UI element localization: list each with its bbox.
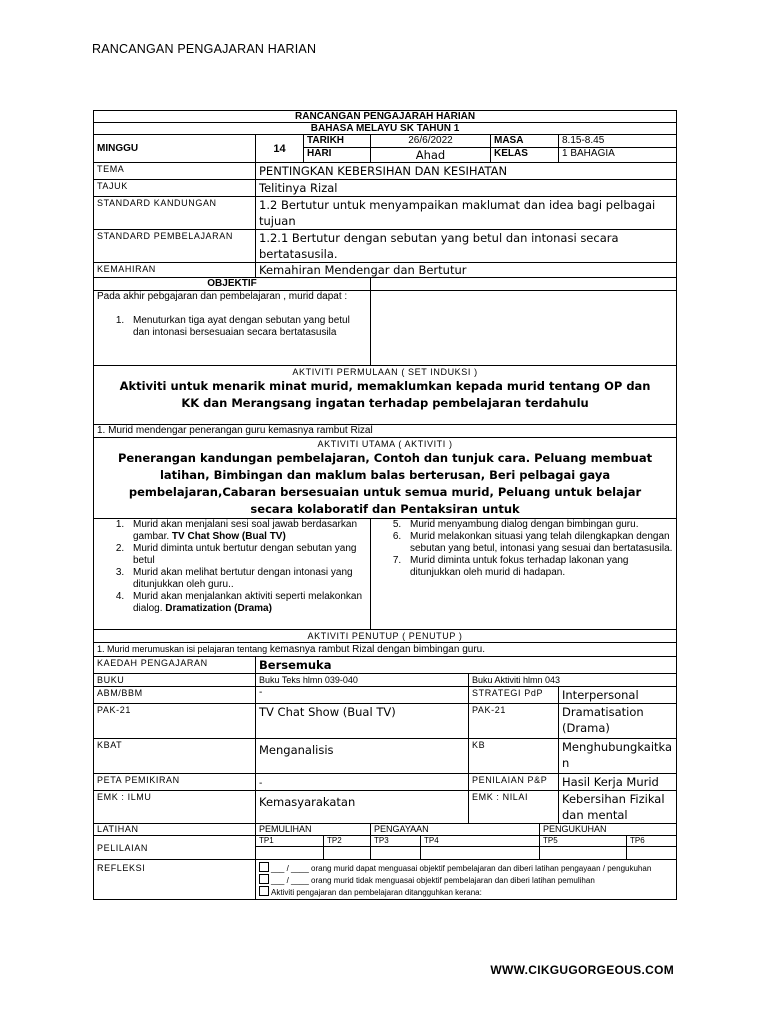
emk-ilmu-value: Kemasyarakatan <box>256 791 469 824</box>
utama-section <box>94 438 677 519</box>
permulaan-item: 1. Murid mendengar penerangan guru kemasnya rambut Rizal <box>94 425 677 438</box>
tp5-box <box>540 847 627 860</box>
latihan-label: LATIHAN <box>94 824 256 836</box>
emk-ilmu-label: EMK : ILMU <box>94 791 256 824</box>
permulaan-label: AKTIVITI PERMULAAN ( SET INDUKSI ) <box>292 367 478 377</box>
minggu-label: MINGGU <box>94 135 256 163</box>
refleksi-label: REFLEKSI <box>94 860 256 900</box>
refleksi-line: Aktiviti pengajaran dan pembelajaran ditangguhkan kerana: <box>259 886 673 898</box>
tarikh-label: TARIKH <box>304 135 371 148</box>
objektif-empty <box>371 291 677 366</box>
objektif-header-empty <box>371 278 677 291</box>
refleksi-cell <box>256 860 677 900</box>
tp1-box <box>256 847 324 860</box>
penilaian-value: Hasil Kerja Murid <box>559 774 677 791</box>
penutup-prefix: 1. Murid merumuskan isi pelajaran tentang <box>97 644 268 654</box>
objektif-label: OBJEKTIF <box>94 278 371 291</box>
peta-value: - <box>256 774 469 791</box>
page-footer-website[interactable]: WWW.CIKGUGORGEOUS.COM <box>490 963 674 977</box>
kb-value: Menghubungkaitkan <box>559 739 677 774</box>
utama-right-list <box>374 519 673 579</box>
doc-title: RANCANGAN PENGAJARAH HARIAN <box>94 111 677 123</box>
peta-label: PETA PEMIKIRAN <box>94 774 256 791</box>
kbat-label: KBAT <box>94 739 256 774</box>
tema-label: TEMA <box>94 163 256 180</box>
tp5: TP5 <box>540 836 627 847</box>
permulaan-text: Aktiviti untuk menarik minat murid, memaklumkan kepada murid tentang OP dan KK dan Merangsang ingatan terhadap pembelajaran terdahulu <box>119 379 651 410</box>
kelas-label: KELAS <box>491 148 559 163</box>
tp6: TP6 <box>627 836 677 847</box>
utama-text: Penerangan kandungan pembelajaran, Contoh dan tunjuk cara. Peluang membuat latihan, Bimbingan dan maklum balas berterusan, Beri pelbagai gaya pembelajaran,Cabaran bersesuaian untuk semua murid, Peluang untuk belajar secara kolaboratif dan Pentaksiran untuk <box>117 451 653 516</box>
lesson-plan <box>93 110 676 900</box>
checkbox-icon[interactable] <box>259 886 269 896</box>
checkbox-icon[interactable] <box>259 874 269 884</box>
lesson-plan-table <box>93 110 677 900</box>
kelas-value: 1 BAHAGIA <box>559 148 677 163</box>
standard-pembelajaran-label: STANDARD PEMBELAJARAN <box>94 230 256 263</box>
objektif-cell <box>94 291 371 366</box>
pak21-label: PAK-21 <box>94 704 256 739</box>
tajuk-value: Telitinya Rizal <box>256 180 677 197</box>
utama-left-item: 1. Murid akan menjalani sesi soal jawab berdasarkan gambar. TV Chat Show (Bual TV) <box>127 519 367 543</box>
tema-value: PENTINGKAN KEBERSIHAN DAN KESIHATAN <box>256 163 677 180</box>
pak21-tv-chat: TV Chat Show (Bual TV) <box>171 531 286 542</box>
pak21-value: TV Chat Show (Bual TV) <box>256 704 469 739</box>
pak21-value-2: Dramatisation (Drama) <box>559 704 677 739</box>
utama-left-item: 4. Murid akan menjalankan aktiviti seperti melakonkan dialog. Dramatization (Drama) <box>127 591 367 615</box>
strategi-label: STRATEGI PdP <box>469 687 559 704</box>
pak21-label-2: PAK-21 <box>469 704 559 739</box>
page-header: RANCANGAN PENGAJARAN HARIAN <box>92 42 317 56</box>
objektif-intro: Pada akhir pebgajaran dan pembelajaran , murid dapat : <box>97 291 348 302</box>
kb-label: KB <box>469 739 559 774</box>
kaedah-label: KAEDAH PENGAJARAN <box>94 657 256 674</box>
pelilaian-label: PELILAIAN <box>94 836 256 860</box>
doc-subtitle: BAHASA MELAYU SK TAHUN 1 <box>94 123 677 135</box>
permulaan-section <box>94 366 677 425</box>
objektif-list <box>97 315 367 339</box>
penutup-item <box>94 643 677 657</box>
utama-right-item: 6. Murid melakonkan situasi yang telah dilengkapkan dengan sebutan yang betul, intonasi yang sesuai dan bertatasusila. <box>404 531 673 555</box>
penilaian-label: PENILAIAN P&P <box>469 774 559 791</box>
tp4-box <box>421 847 540 860</box>
utama-right-item: 5. Murid menyambung dialog dengan bimbingan guru. <box>404 519 673 531</box>
penutup-text: kemasnya rambut Rizal dengan bimbingan guru. <box>267 644 485 655</box>
kemahiran-label: KEMAHIRAN <box>94 263 256 278</box>
masa-value: 8.15-8.45 <box>559 135 677 148</box>
buku-label: BUKU <box>94 674 256 687</box>
kemahiran-value: Kemahiran Mendengar dan Bertutur <box>256 263 677 278</box>
kbat-value: Menganalisis <box>256 739 469 774</box>
tajuk-label: TAJUK <box>94 180 256 197</box>
utama-right-cell <box>371 519 677 630</box>
kaedah-value: Bersemuka <box>256 657 677 674</box>
strategi-value: Interpersonal <box>559 687 677 704</box>
standard-kandungan-label: STANDARD KANDUNGAN <box>94 197 256 230</box>
abm-label: ABM/BBM <box>94 687 256 704</box>
utama-left-cell <box>94 519 371 630</box>
pengayaan-header: PENGAYAAN <box>371 824 540 836</box>
emk-nilai-label: EMK : NILAI <box>469 791 559 824</box>
minggu-value: 14 <box>256 135 304 163</box>
masa-label: MASA <box>491 135 559 148</box>
utama-left-item: 3. Murid akan melihat bertutur dengan intonasi yang ditunjukkan oleh guru.. <box>127 567 367 591</box>
tp1: TP1 <box>256 836 324 847</box>
buku-aktiviti: Buku Aktiviti hlmn 043 <box>469 674 677 687</box>
pemulihan-header: PEMULIHAN <box>256 824 371 836</box>
utama-left-list <box>97 519 367 615</box>
abm-value: - <box>256 687 469 704</box>
buku-teks: Buku Teks hlmn 039-040 <box>256 674 469 687</box>
utama-right-item: 7. Murid diminta untuk fokus terhadap lakonan yang ditunjukkan oleh murid di hadapan. <box>404 555 673 579</box>
refleksi-line: ___ / ____ orang murid dapat menguasai objektif pembelajaran dan diberi latihan pengayaan / pengukuhan <box>259 862 673 874</box>
pengukuhan-header: PENGUKUHAN <box>540 824 677 836</box>
tp4: TP4 <box>421 836 540 847</box>
objektif-item: 1. Menuturkan tiga ayat dengan sebutan yang betul dan intonasi bersesuaian secara bertatasusila <box>127 315 367 339</box>
utama-left-item: 2. Murid diminta untuk bertutur dengan sebutan yang betul <box>127 543 367 567</box>
tp6-box <box>627 847 677 860</box>
tp2: TP2 <box>324 836 371 847</box>
tp3-box <box>371 847 421 860</box>
standard-kandungan-value: 1.2 Bertutur untuk menyampaikan maklumat dan idea bagi pelbagai tujuan <box>256 197 677 230</box>
utama-label: AKTIVITI UTAMA ( AKTIVITI ) <box>317 439 453 449</box>
hari-value: Ahad <box>371 148 491 163</box>
emk-nilai-value: Kebersihan Fizikal dan mental <box>559 791 677 824</box>
penutup-label: AKTIVITI PENUTUP ( PENUTUP ) <box>94 630 677 643</box>
refleksi-line: ___ / ____ orang murid tidak menguasai objektif pembelajaran dan diberi latihan pemulihan <box>259 874 673 886</box>
standard-pembelajaran-value: 1.2.1 Bertutur dengan sebutan yang betul dan intonasi secara bertatasusila. <box>256 230 677 263</box>
tp3: TP3 <box>371 836 421 847</box>
checkbox-icon[interactable] <box>259 862 269 872</box>
tp2-box <box>324 847 371 860</box>
hari-label: HARI <box>304 148 371 163</box>
tarikh-value: 26/6/2022 <box>371 135 491 148</box>
pak21-drama: Dramatization (Drama) <box>165 603 272 614</box>
